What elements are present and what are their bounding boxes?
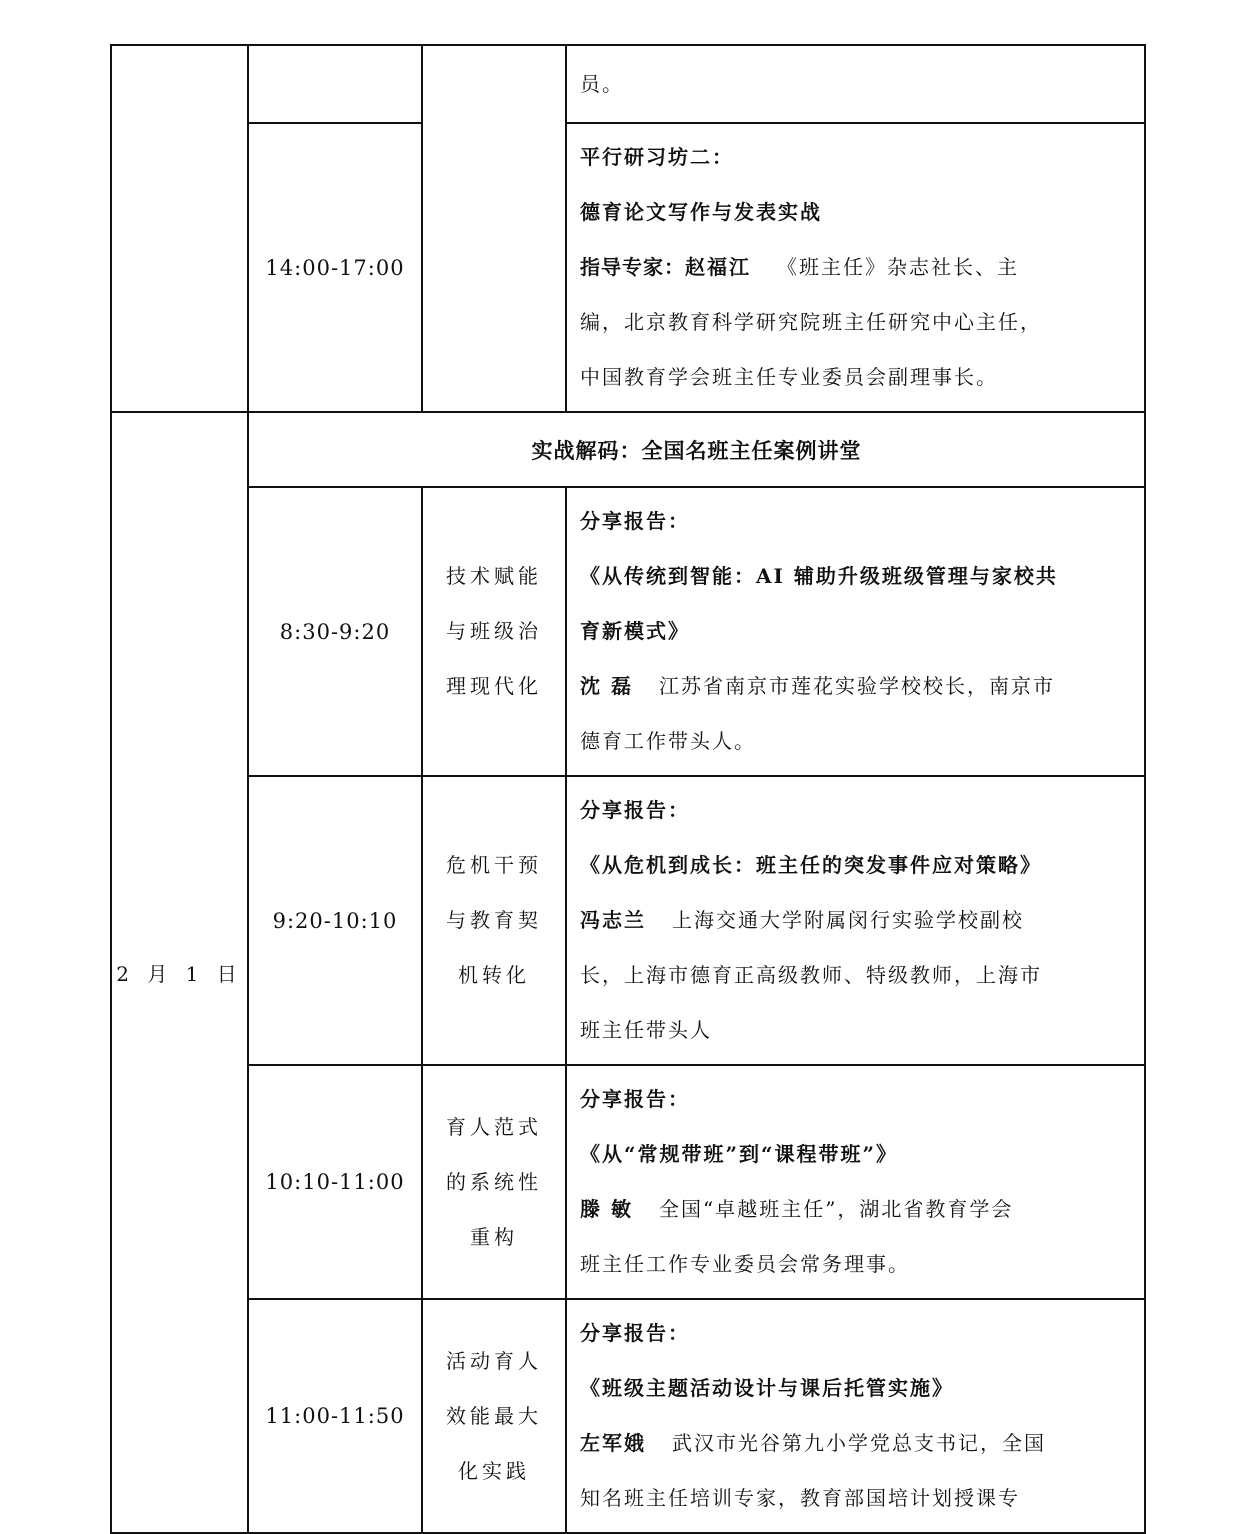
content-cell <box>566 776 1145 1065</box>
expert-line <box>580 240 1134 295</box>
date-cell: 2 月 1 日 <box>111 412 248 1533</box>
speaker-bio-line: 知名班主任培训专家，教育部国培计划授课专 <box>580 1486 1020 1510</box>
report-title: 《班级主题活动设计与课后托管实施》 <box>580 1376 954 1400</box>
report-title: 《从传统到智能：AI 辅助升级班级管理与家校共 <box>580 564 1058 588</box>
speaker-bio-line: 长，上海市德育正高级教师、特级教师，上海市 <box>580 963 1042 987</box>
speaker-bio-line: 班主任带头人 <box>580 1018 712 1042</box>
table-row <box>111 1299 1145 1533</box>
topic-line: 效能最大 <box>446 1403 542 1428</box>
expert-label: 指导专家： <box>580 255 685 279</box>
workshop-heading: 平行研习坊二： <box>580 145 734 169</box>
expert-desc-line: 中国教育学会班主任专业委员会副理事长。 <box>580 365 998 389</box>
time-cell: 10:10-11:00 <box>248 1065 422 1299</box>
content-cell <box>566 45 1145 123</box>
topic-line: 与班级治 <box>446 619 542 643</box>
workshop-title: 德育论文写作与发表实战 <box>580 200 822 224</box>
topic-line: 理现代化 <box>446 674 542 698</box>
speaker-bio-line: 德育工作带头人。 <box>580 729 756 753</box>
speaker-line <box>580 1416 1134 1471</box>
topic-line: 化实践 <box>458 1458 530 1483</box>
table-row <box>111 1065 1145 1299</box>
section-title: 实战解码：全国名班主任案例讲堂 <box>248 412 1145 487</box>
topic-line: 与教育契 <box>446 908 542 932</box>
report-title: 育新模式》 <box>580 619 690 643</box>
topic-line: 的系统性 <box>446 1169 542 1194</box>
topic-line: 活动育人 <box>446 1348 542 1373</box>
time-cell <box>248 45 422 123</box>
expert-desc: 《班主任》杂志社长、主 <box>777 255 1019 279</box>
content-cell <box>566 1065 1145 1299</box>
content-cell <box>566 1299 1145 1533</box>
speaker-line <box>580 659 1134 714</box>
table-row <box>111 776 1145 1065</box>
expert-desc-line: 编，北京教育科学研究院班主任研究中心主任， <box>580 310 1042 334</box>
topic-line: 重构 <box>470 1224 518 1249</box>
content-cell <box>566 487 1145 776</box>
table-row <box>111 487 1145 776</box>
time-cell: 8:30-9:20 <box>248 487 422 776</box>
report-title: 《从危机到成长：班主任的突发事件应对策略》 <box>580 853 1042 877</box>
topic-cell-empty <box>422 45 566 412</box>
speaker-bio: 上海交通大学附属闵行实验学校副校 <box>672 908 1024 932</box>
schedule-table <box>110 44 1146 1534</box>
speaker-name: 左军娥 <box>580 1431 646 1455</box>
report-title: 《从“常规带班”到“课程带班”》 <box>580 1142 899 1166</box>
speaker-bio-line: 班主任工作专业委员会常务理事。 <box>580 1252 910 1276</box>
speaker-name: 滕 敏 <box>580 1197 633 1221</box>
topic-cell <box>422 1065 566 1299</box>
topic-cell <box>422 776 566 1065</box>
speaker-line <box>580 1182 1134 1237</box>
speaker-bio: 江苏省南京市莲花实验学校校长，南京市 <box>658 674 1055 698</box>
content-cell <box>566 123 1145 412</box>
speaker-name: 沈 磊 <box>580 674 633 698</box>
topic-line: 技术赋能 <box>446 564 542 588</box>
time-cell: 9:20-10:10 <box>248 776 422 1065</box>
report-heading: 分享报告： <box>580 798 690 822</box>
table-row <box>111 123 1145 412</box>
report-heading: 分享报告： <box>580 1087 690 1111</box>
speaker-bio: 全国“卓越班主任”，湖北省教育学会 <box>658 1197 1014 1221</box>
topic-cell <box>422 487 566 776</box>
topic-line: 危机干预 <box>446 853 542 877</box>
topic-line: 机转化 <box>458 963 530 987</box>
table-row <box>111 45 1145 123</box>
time-cell: 14:00-17:00 <box>248 123 422 412</box>
date-cell-empty <box>111 45 248 412</box>
speaker-name: 冯志兰 <box>580 908 646 932</box>
time-cell: 11:00-11:50 <box>248 1299 422 1533</box>
speaker-bio: 武汉市光谷第九小学党总支书记，全国 <box>672 1431 1046 1455</box>
content-line: 员。 <box>580 71 624 96</box>
report-heading: 分享报告： <box>580 509 690 533</box>
topic-line: 育人范式 <box>446 1114 542 1139</box>
expert-name: 赵福江 <box>685 255 751 279</box>
table-row <box>111 412 1145 487</box>
speaker-line <box>580 893 1134 948</box>
report-heading: 分享报告： <box>580 1321 690 1345</box>
topic-cell <box>422 1299 566 1533</box>
